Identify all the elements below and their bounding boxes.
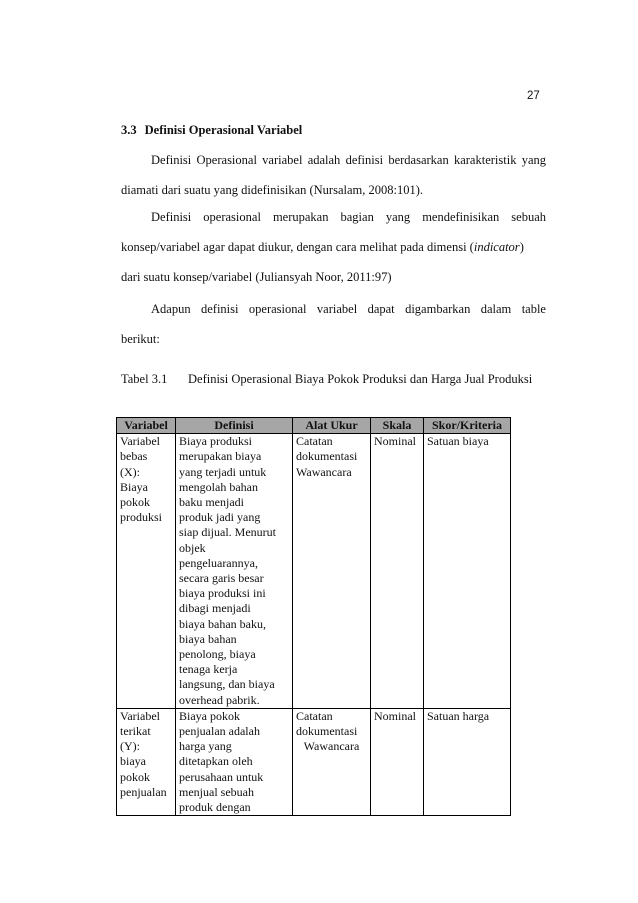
cell-line: pokok: [120, 769, 150, 784]
cell-variabel: [117, 708, 176, 815]
section-title-text: Definisi Operasional Variabel: [144, 123, 303, 137]
cell-line: biaya bahan: [179, 631, 237, 646]
cell-line: harga yang: [179, 739, 232, 754]
cell-line: bebas: [120, 449, 148, 464]
cell-line: merupakan biaya: [179, 449, 262, 464]
table-header-row: [117, 418, 511, 434]
cell-line: baku menjadi: [179, 495, 244, 510]
cell-line: yang terjadi untuk: [179, 464, 267, 479]
cell-line: menjual sebuah: [179, 784, 254, 799]
cell-line: Nominal: [374, 434, 416, 449]
cell-line: ditetapkan oleh: [179, 754, 253, 769]
paragraph-line: Adapun definisi operasional variabel dapat digambarkan dalam table: [151, 302, 546, 316]
cell-line: Variabel: [120, 434, 160, 449]
cell-line: penjualan: [120, 784, 167, 799]
cell-line: produksi: [120, 510, 162, 525]
cell-skor: [424, 434, 511, 709]
page-number: 27: [527, 90, 540, 102]
cell-skala: [371, 434, 424, 709]
cell-skor: [424, 708, 511, 815]
cell-line: produk jadi yang: [179, 510, 261, 525]
header-variabel: Variabel: [117, 418, 176, 434]
paragraph-1: [121, 145, 546, 205]
section-title: [121, 123, 302, 138]
cell-line: perusahaan untuk: [179, 769, 264, 784]
cell-line: tenaga kerja: [179, 662, 238, 677]
cell-line: dibagi menjadi: [179, 601, 251, 616]
cell-line: Variabel: [120, 708, 160, 723]
cell-line: secara garis besar: [179, 571, 264, 586]
paragraph-line: berikut:: [121, 332, 160, 346]
cell-line: pokok: [120, 495, 150, 510]
cell-line: pengeluarannya,: [179, 555, 258, 570]
cell-line: biaya: [120, 754, 146, 769]
paragraph-line: Definisi operasional merupakan bagian yang mendefinisikan sebuah: [151, 210, 546, 224]
cell-line: objek: [179, 540, 206, 555]
paragraph-line: diamati dari suatu yang didefinisikan (Nursalam, 2008:101).: [121, 183, 424, 197]
cell-line: penolong, biaya: [179, 647, 256, 662]
cell-line: (Y):: [120, 739, 140, 754]
cell-line: biaya bahan baku,: [179, 616, 266, 631]
cell-alat-ukur: [293, 434, 371, 709]
cell-line: produk dengan: [179, 800, 251, 815]
cell-skala: [371, 708, 424, 815]
cell-line: biaya produksi ini: [179, 586, 266, 601]
cell-line: Biaya: [120, 479, 148, 494]
cell-line: mengolah bahan: [179, 479, 258, 494]
italic-term: indicator: [473, 240, 520, 254]
cell-line: penjualan adalah: [179, 724, 260, 739]
cell-alat-ukur: [293, 708, 371, 815]
cell-line: (X):: [120, 464, 140, 479]
header-definisi: Definisi: [176, 418, 293, 434]
cell-definisi: [176, 434, 293, 709]
paragraph-line: Definisi Operasional variabel adalah definisi berdasarkan karakteristik yang: [151, 153, 546, 167]
cell-line: Catatan: [296, 708, 333, 723]
cell-variabel: [117, 434, 176, 709]
cell-line: Wawancara: [296, 464, 352, 479]
cell-definisi: [176, 708, 293, 815]
cell-line: dokumentasi: [296, 449, 358, 464]
cell-line: overhead pabrik.: [179, 692, 260, 707]
header-alat-ukur: Alat Ukur: [293, 418, 371, 434]
cell-line: Satuan harga: [427, 708, 490, 723]
paragraph-3: [121, 294, 546, 354]
cell-line: terikat: [120, 724, 151, 739]
paragraph-line: konsep/variabel agar dapat diukur, dengan cara melihat pada dimensi (indicator): [121, 240, 524, 254]
table-row: [117, 708, 511, 815]
section-number: 3.3: [121, 123, 137, 137]
table-row: [117, 434, 511, 709]
cell-line: dokumentasi: [296, 724, 358, 739]
header-skor-kriteria: Skor/Kriteria: [424, 418, 511, 434]
cell-line: Biaya produksi: [179, 434, 252, 449]
header-skala: Skala: [371, 418, 424, 434]
definition-table: [116, 417, 511, 816]
table-caption-label: Tabel 3.1: [121, 372, 168, 386]
paragraph-2: [121, 202, 546, 292]
cell-line: Wawancara: [303, 739, 360, 754]
cell-line: siap dijual. Menurut: [179, 525, 276, 540]
paragraph-line: dari suatu konsep/variabel (Juliansyah Noor, 2011:97): [121, 270, 392, 284]
table-caption-text: Definisi Operasional Biaya Pokok Produksi dan Harga Jual Produksi: [188, 372, 533, 386]
cell-line: Biaya pokok: [179, 708, 240, 723]
cell-line: Catatan: [296, 434, 333, 449]
cell-line: langsung, dan biaya: [179, 677, 275, 692]
table-caption: [121, 372, 532, 387]
cell-line: Satuan biaya: [427, 434, 489, 449]
cell-line: Nominal: [374, 708, 416, 723]
